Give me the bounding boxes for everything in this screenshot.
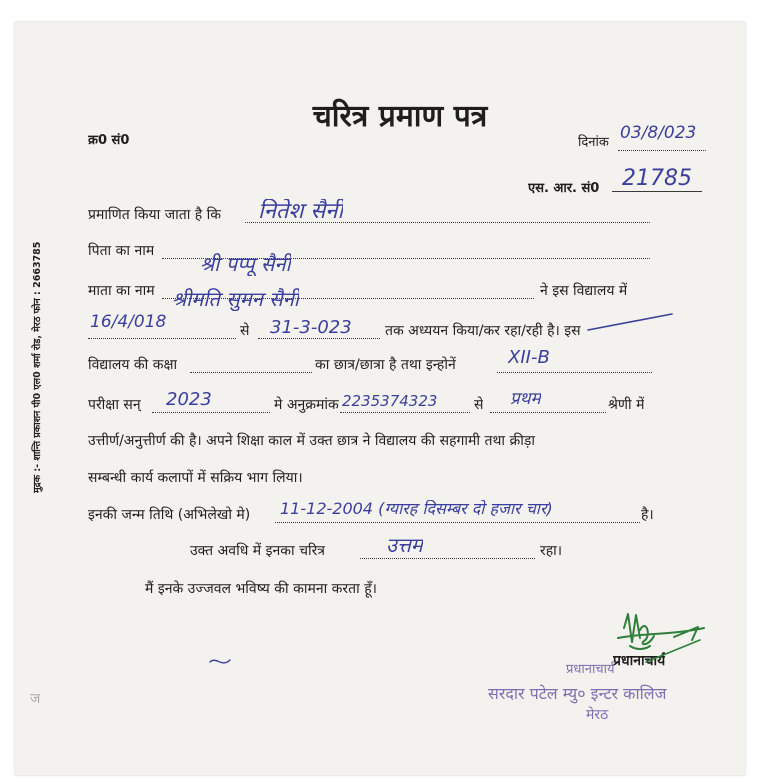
roll-number-label: मे अनुक्रमांक bbox=[274, 397, 339, 413]
date-value: 03/8/023 bbox=[620, 124, 697, 143]
fill-line bbox=[360, 558, 535, 559]
fill-line bbox=[152, 412, 270, 413]
printer-imprint: मुद्रक :- शान्ति प्रकाशन पी0 एल0 शर्मा रोड, मेरठ फोन : 2663785 bbox=[32, 241, 43, 493]
stamp-school-name: सरदार पटेल म्यु० इन्टर कालिज bbox=[488, 684, 667, 703]
character-end: रहा। bbox=[540, 543, 563, 559]
study-from-date: 16/4/018 bbox=[90, 313, 167, 332]
student-text: का छात्र/छात्रा है तथा इन्होनें bbox=[315, 357, 456, 373]
fill-line bbox=[490, 412, 606, 413]
mother-name: श्रीमति सुमन सैनी bbox=[172, 288, 299, 311]
sr-number-value: 21785 bbox=[622, 166, 692, 191]
mother-name-label: माता का नाम bbox=[88, 283, 155, 299]
stray-mark: ज bbox=[30, 691, 41, 707]
character-value: उत्तम bbox=[386, 534, 423, 557]
activities-text: सम्बन्धी कार्य कलापों में सक्रिय भाग लिया। bbox=[88, 470, 303, 486]
pass-text: उत्तीर्ण/अनुत्तीर्ण की है। अपने शिक्षा काल में उक्त छात्र ने विद्यालय की सहगामी तथा क्रीड़ा bbox=[88, 433, 535, 449]
dob-label: इनकी जन्म तिथि (अभिलेखो मे) bbox=[88, 507, 251, 523]
division-label: श्रेणी में bbox=[608, 397, 645, 413]
stamp-title: प्रधानाचार्य bbox=[566, 662, 615, 677]
stamp-city: मेरठ bbox=[586, 707, 609, 723]
principal-label: प्रधानाचार्य bbox=[613, 653, 666, 669]
sr-number-label: एस. आर. सं0 bbox=[528, 181, 600, 196]
fill-line bbox=[618, 150, 706, 151]
roll-number: 2235374323 bbox=[342, 393, 438, 410]
class-value: XII-B bbox=[508, 348, 550, 368]
fill-line bbox=[190, 372, 312, 373]
father-name-label: पिता का नाम bbox=[88, 243, 155, 259]
principal-signature bbox=[612, 606, 707, 658]
study-to-date: 31-3-023 bbox=[270, 318, 352, 338]
character-label: उक्त अवधि में इनका चरित्र bbox=[190, 543, 326, 559]
certificate-title: चरित्र प्रमाण पत्र bbox=[312, 99, 488, 134]
dob-end: है। bbox=[641, 507, 654, 523]
fill-line bbox=[275, 522, 640, 523]
class-label: विद्यालय की कक्षा bbox=[88, 357, 178, 373]
roll-from-word: से bbox=[474, 397, 484, 413]
serial-number-label: क्र0 सं0 bbox=[88, 133, 130, 148]
father-name: श्री पप्पू सैनी bbox=[200, 253, 291, 276]
in-school-text: ने इस विद्यालय में bbox=[540, 283, 628, 299]
fill-line bbox=[612, 191, 702, 192]
dob-value: 11-12-2004 (ग्यारह दिसम्बर दो हजार चार) bbox=[280, 500, 553, 518]
certify-label: प्रमाणित किया जाता है कि bbox=[88, 207, 222, 223]
fill-line bbox=[340, 412, 470, 413]
from-word: से bbox=[240, 323, 250, 339]
division-value: प्रथम bbox=[510, 390, 541, 409]
exam-year-label: परीक्षा सन् bbox=[88, 397, 141, 413]
exam-year: 2023 bbox=[166, 390, 212, 410]
student-name: नितेश सैनी bbox=[258, 199, 344, 224]
studied-text: तक अध्ययन किया/कर रहा/रही है। इस bbox=[385, 323, 581, 339]
fill-line bbox=[497, 372, 652, 373]
fill-line bbox=[88, 338, 236, 339]
wish-text: मैं इनके उज्जवल भविष्य की कामना करता हूँ। bbox=[145, 581, 377, 597]
date-label: दिनांक bbox=[578, 135, 609, 150]
